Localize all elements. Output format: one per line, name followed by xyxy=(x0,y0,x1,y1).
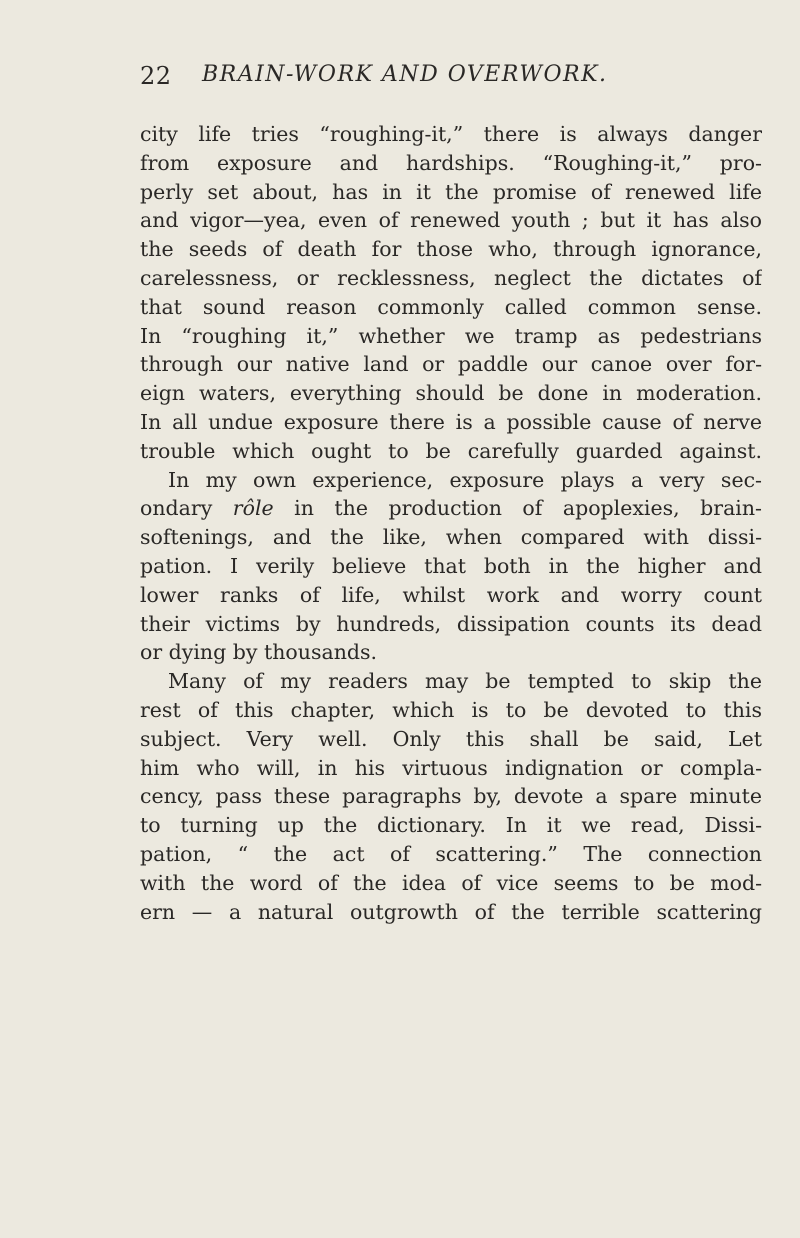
running-head: BRAIN-WORK AND OVERWORK. xyxy=(202,62,608,87)
text-line: through our native land or paddle our canoe over for- xyxy=(140,352,762,377)
text-line: trouble which ought to be carefully guarded against. xyxy=(140,438,762,463)
text-line: cency, pass these paragraphs by, devote a spare minute xyxy=(140,784,762,809)
text-line: city life tries “roughing-it,” there is always danger xyxy=(140,122,762,146)
page-header xyxy=(140,62,720,92)
text-fragment: in the production of apoplexies, brain- xyxy=(294,496,762,521)
text-line: subject. Very well. Only this shall be said, Let xyxy=(140,726,762,751)
body-text xyxy=(140,120,762,926)
text-line: Many of my readers may be tempted to skip the xyxy=(168,669,762,694)
text-line: or dying by thousands. xyxy=(140,640,378,665)
text-line: the seeds of death for those who, through ignorance, xyxy=(140,237,762,262)
page-number: 22 xyxy=(140,62,172,90)
text-line: softenings, and the like, when compared with dissi- xyxy=(140,525,762,550)
text-line: and vigor—yea, even of renewed youth ; but it has also xyxy=(140,208,762,233)
text-line: to turning up the dictionary. In it we read, Dissi- xyxy=(140,813,762,838)
text-line: lower ranks of life, whilst work and worry count xyxy=(140,582,762,607)
text-fragment: ondary xyxy=(140,496,213,521)
text-line: In all undue exposure there is a possible cause of nerve xyxy=(140,409,762,434)
text-line: eign waters, everything should be done in moderation. xyxy=(140,381,762,406)
text-line: ern — a natural outgrowth of the terrible scattering xyxy=(140,899,762,924)
italic-word: rôle xyxy=(232,496,274,521)
text-line: In “roughing it,” whether we tramp as pedestrians xyxy=(140,323,762,348)
text-line: with the word of the idea of vice seems to be mod- xyxy=(140,870,762,895)
text-line: him who will, in his virtuous indignation or compla- xyxy=(140,755,762,780)
text-line: pation, “ the act of scattering.” The connection xyxy=(140,841,762,866)
text-line: In my own experience, exposure plays a very sec- xyxy=(168,467,762,492)
text-line: rest of this chapter, which is to be devoted to this xyxy=(140,697,762,722)
text-line-with-italic xyxy=(140,494,762,523)
text-line: from exposure and hardships. “Roughing-it,” pro- xyxy=(140,150,762,175)
text-line: that sound reason commonly called common sense. xyxy=(140,294,762,319)
text-line: perly set about, has in it the promise of renewed life xyxy=(140,179,762,204)
text-line: carelessness, or recklessness, neglect the dictates of xyxy=(140,265,762,290)
text-line: their victims by hundreds, dissipation counts its dead xyxy=(140,611,762,636)
text-line: pation. I verily believe that both in the higher and xyxy=(140,553,762,578)
